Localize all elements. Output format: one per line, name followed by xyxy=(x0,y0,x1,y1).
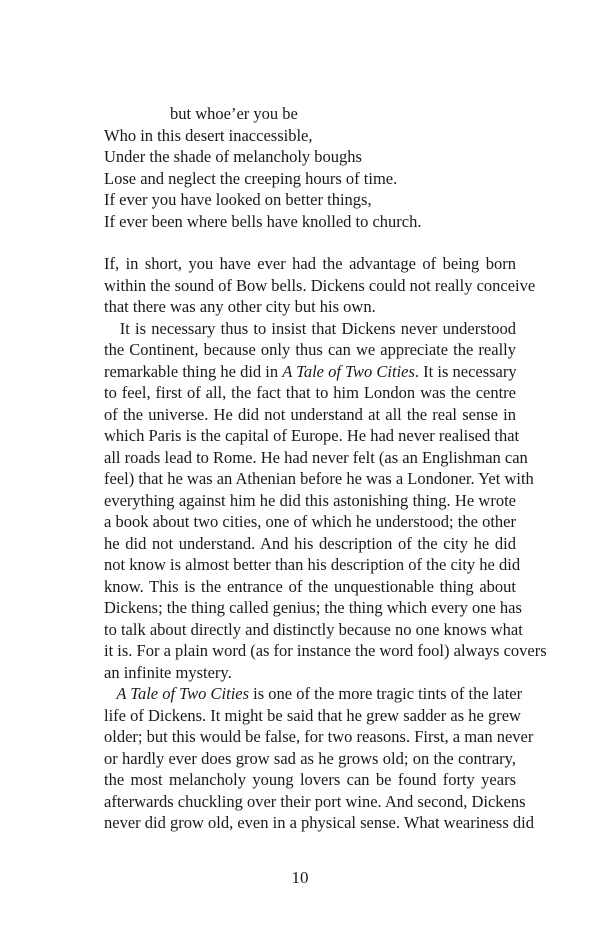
poem-quotation xyxy=(104,103,422,232)
text-line: an infinite mystery. xyxy=(104,662,232,682)
text-segment: . It is necessary xyxy=(414,361,517,381)
text-line: within the sound of Bow bells. Dickens could not really conceive xyxy=(104,275,536,295)
text-line: the Continent, because only thus can we appreciate the really xyxy=(104,340,516,359)
text-segment: remarkable thing he did in xyxy=(104,361,283,381)
text-line: of the universe. He did not understand at all the real sense in xyxy=(104,404,516,424)
text-line: afterwards chuckling over their port wine. And second, Dickens xyxy=(104,791,526,811)
text-line: never did grow old, even in a physical sense. What weariness did xyxy=(104,813,534,832)
text-line: not know is almost better than his description of the city he did xyxy=(104,555,521,574)
text-line: a book about two cities, one of which he understood; the other xyxy=(104,512,516,531)
text-line: or hardly ever does grow sad as he grows old; on the contrary, xyxy=(104,748,516,768)
poem-line: If ever you have looked on better things, xyxy=(104,190,372,209)
body-text xyxy=(104,253,547,834)
text-line: everything against him he did this astonishing thing. He wrote xyxy=(104,490,516,510)
text-line: it is. For a plain word (as for instance the word fool) always covers xyxy=(104,641,547,660)
poem-line: Who in this desert inaccessible, xyxy=(104,125,313,145)
poem-line: If ever been where bells have knolled to church. xyxy=(104,211,422,231)
text-line: If, in short, you have ever had the advantage of being born xyxy=(104,254,516,273)
text-line xyxy=(104,683,523,705)
text-line: all roads lead to Rome. He had never felt (as an Englishman can xyxy=(104,447,528,467)
text-line: he did not understand. And his description of the city he did xyxy=(104,533,516,553)
text-line: that there was any other city but his own. xyxy=(104,297,376,316)
text-line: Dickens; the thing called genius; the thing which every one has xyxy=(104,598,522,617)
page-number: 10 xyxy=(291,868,309,887)
text-line: older; but this would be false, for two reasons. First, a man never xyxy=(104,727,534,746)
text-line: life of Dickens. It might be said that he grew sadder as he grew xyxy=(104,705,521,725)
text-line: to talk about directly and distinctly because no one knows what xyxy=(104,619,523,639)
book-title: A Tale of Two Cities xyxy=(116,684,250,703)
book-title: A Tale of Two Cities xyxy=(282,361,415,381)
poem-line: Under the shade of melancholy boughs xyxy=(104,147,362,166)
text-line: which Paris is the capital of Europe. He had never realised that xyxy=(104,426,520,445)
text-line: know. This is the entrance of the unquestionable thing about xyxy=(104,576,516,596)
text-segment: is one of the more tragic tints of the later xyxy=(249,684,523,703)
text-line: to feel, first of all, the fact that to him London was the centre xyxy=(104,383,516,402)
text-line xyxy=(104,318,516,340)
text-line: the most melancholy young lovers can be found forty years xyxy=(104,770,516,789)
poem-line: but whoe’er you be xyxy=(170,104,298,123)
text-line: feel) that he was an Athenian before he was a Londoner. Yet with xyxy=(104,469,534,488)
text-line xyxy=(104,361,516,383)
text-segment: It is necessary thus to insist that Dickens never understood xyxy=(119,318,516,338)
poem-line: Lose and neglect the creeping hours of time. xyxy=(104,168,398,188)
